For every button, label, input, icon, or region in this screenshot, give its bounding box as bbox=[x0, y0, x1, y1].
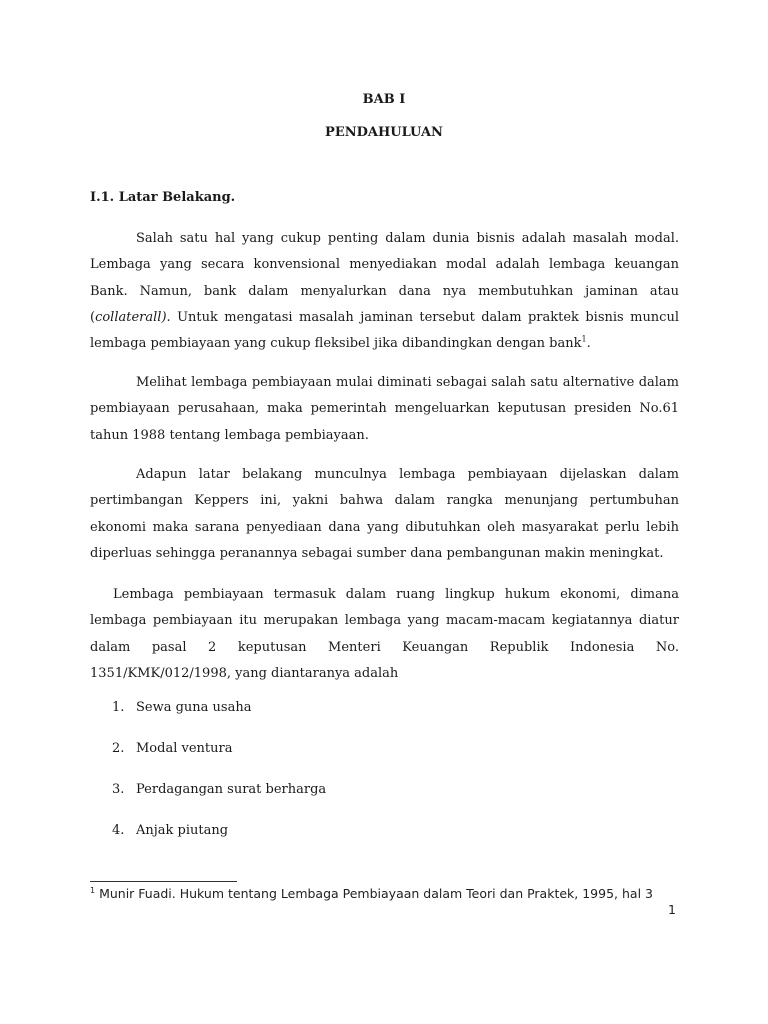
paragraph-4: Lembaga pembiayaan termasuk dalam ruang lingkup hukum ekonomi, dimana lembaga pembiayaan itu merupakan lembaga yang macam-macam kegiatannya diatur dalam pasal 2 keputusan Menteri Keuangan Republik Indonesia No. 1351/KMK/012/1998, yang diantaranya adalah bbox=[90, 587, 679, 681]
list-item bbox=[112, 741, 326, 782]
list-item-text: Modal ventura bbox=[136, 741, 233, 756]
page-number: 1 bbox=[668, 902, 676, 917]
paragraph-3: Adapun latar belakang munculnya lembaga pembiayaan dijelaskan dalam pertimbangan Keppers ini, yakni bahwa dalam rangka menunjang pertumbuhan ekonomi maka sarana penyediaan dana yang dibutuhkan oleh masyarakat perlu lebih diperluas sehingga peranannya sebagai sumber dana pembangunan makin meningkat. bbox=[90, 467, 679, 561]
paragraph-2: Melihat lembaga pembiayaan mulai diminati sebagai salah satu alternative dalam pembiayaan perusahaan, maka pemerintah mengeluarkan keputusan presiden No.61 tahun 1988 tentang lembaga pembiayaan. bbox=[90, 375, 679, 443]
footnote-separator bbox=[90, 881, 237, 882]
footnote-text: Munir Fuadi. Hukum tentang Lembaga Pembiayaan dalam Teori dan Praktek, 1995, hal 3 bbox=[95, 886, 653, 902]
footnote bbox=[90, 886, 653, 901]
list-item-number: 4. bbox=[112, 823, 125, 838]
paragraph-1-text-post: . Untuk mengatasi masalah jaminan tersebut dalam praktek bisnis muncul lembaga pembiayaan yang cukup fleksibel jika dibandingkan dengan bank bbox=[90, 309, 679, 352]
list-item bbox=[112, 782, 326, 823]
list-item-text: Anjak piutang bbox=[136, 823, 229, 838]
list-item-text: Perdagangan surat berharga bbox=[136, 782, 327, 797]
list-item bbox=[112, 700, 326, 741]
financing-activities-list bbox=[112, 700, 326, 864]
paragraph-1-end: . bbox=[586, 336, 591, 352]
chapter-title: PENDAHULUAN bbox=[325, 125, 443, 140]
paragraph-1 bbox=[90, 226, 679, 357]
chapter-number: BAB I bbox=[362, 92, 406, 107]
list-item-number: 1. bbox=[112, 700, 125, 715]
paragraph-1-text-pre: Salah satu hal yang cukup penting dalam dunia bisnis adalah masalah modal. Lembaga yang secara konvensional menyediakan modal adalah lembaga keuangan Bank. Namun, bank dalam menyalurkan dana nya membutuhkan jaminan atau ( bbox=[90, 231, 679, 325]
section-heading: I.1. Latar Belakang. bbox=[90, 190, 236, 205]
list-item-number: 3. bbox=[112, 782, 125, 797]
footnote-reference[interactable]: 1 bbox=[581, 334, 587, 344]
footnote-marker: 1 bbox=[90, 886, 96, 895]
paragraph-1-italic: collaterall) bbox=[95, 309, 167, 325]
list-item bbox=[112, 823, 326, 864]
list-item-text: Sewa guna usaha bbox=[136, 700, 252, 715]
list-item-number: 2. bbox=[112, 741, 125, 756]
